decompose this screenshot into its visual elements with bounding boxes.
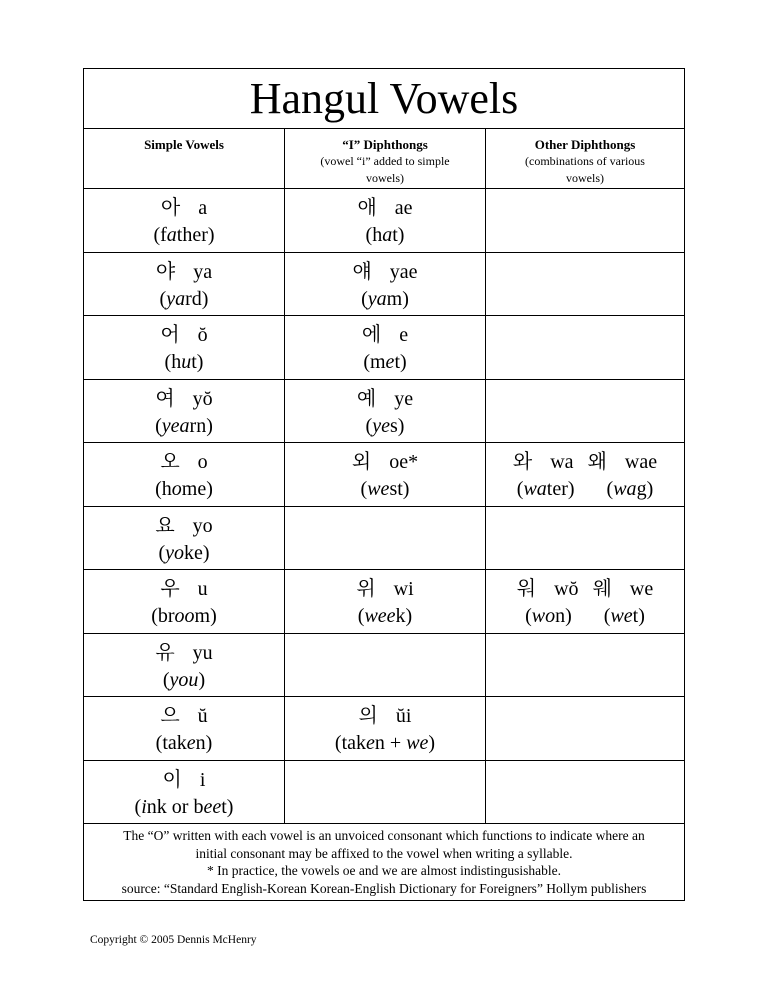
romanization: ŭi: [395, 705, 412, 727]
example-text: (: [134, 795, 142, 818]
header-other-sub1: (combinations of various: [525, 154, 645, 168]
example-text: (tak: [334, 732, 367, 754]
example-text: ke): [184, 541, 210, 564]
example-text: m): [386, 287, 409, 310]
example-text: n +: [374, 732, 407, 754]
example-sound: you: [169, 668, 199, 691]
i-diphthong-cell: [285, 443, 486, 506]
romanization: wa: [550, 451, 574, 473]
i-diphthong-cell: [285, 634, 486, 697]
hangul-glyph: 얘: [352, 260, 372, 283]
i-diphthong-cell: [285, 761, 486, 824]
other-diphthong-cell: [486, 380, 684, 443]
other-diphthong-cell: [486, 761, 684, 824]
example-text: (: [606, 478, 614, 500]
footnote-line-2: initial consonant may be affixed to the vowel when writing a syllable.: [195, 845, 573, 861]
example-sound: we: [406, 732, 429, 754]
example-text: (: [159, 287, 167, 310]
hangul-glyph: 애: [357, 197, 377, 219]
simple-vowel-cell: [84, 316, 285, 379]
other-diphthong-cell: [486, 316, 684, 379]
chart-title: Hangul Vowels: [84, 69, 684, 129]
romanization: o: [197, 451, 208, 473]
header-simple-vowels: [84, 129, 285, 188]
simple-vowel-cell: [84, 570, 285, 633]
example-sound: a: [166, 224, 177, 246]
example-text: t): [221, 795, 234, 818]
romanization: u: [197, 578, 208, 600]
example-text: (: [360, 478, 368, 500]
example-text: ther): [176, 224, 215, 246]
example-sound: we: [610, 605, 633, 627]
example-text: t): [191, 351, 204, 373]
romanization: we: [629, 578, 654, 600]
example-text: t): [394, 351, 407, 373]
other-diphthong-cell: [486, 570, 684, 633]
header-other-diphthongs: [486, 129, 684, 188]
i-diphthong-cell: [285, 189, 486, 252]
example-text: me): [181, 478, 213, 500]
example-sound: oo: [174, 605, 195, 627]
example-text: (h: [155, 478, 172, 500]
romanization: yo: [192, 514, 213, 537]
i-diphthong-cell: [285, 697, 486, 760]
example-text: (: [603, 605, 611, 627]
example-sound: ya: [367, 287, 387, 310]
example-text: (tak: [155, 732, 187, 754]
romanization: wŏ: [554, 578, 579, 600]
romanization: ye: [394, 387, 414, 410]
hangul-glyph: 요: [155, 514, 175, 537]
hangul-glyph: 예: [356, 387, 377, 410]
example-sound: yea: [161, 414, 190, 437]
simple-vowel-cell: [84, 253, 285, 316]
footnote-line-3: * In practice, the vowels oe and we are almost indistingusishable.: [207, 863, 561, 878]
header-i-label: “I” Diphthongs: [342, 137, 428, 152]
example-text: st): [389, 478, 410, 500]
example-text: (: [162, 668, 170, 691]
simple-vowel-cell: [84, 507, 285, 570]
simple-vowel-cell: [84, 697, 285, 760]
example-text: n): [555, 605, 572, 627]
hangul-glyph: 어: [160, 324, 180, 346]
vowel-row: [84, 380, 684, 444]
example-sound: u: [181, 351, 192, 373]
example-sound: ye: [372, 414, 390, 437]
example-text: g): [636, 478, 654, 500]
hangul-glyph: 위: [356, 578, 376, 600]
romanization: ae: [394, 197, 413, 219]
hangul-glyph: 왜: [587, 451, 607, 473]
hangul-glyph: 의: [358, 705, 378, 727]
header-other-label: Other Diphthongs: [534, 137, 636, 152]
header-i-sub1: (vowel “i” added to simple: [320, 154, 450, 168]
hangul-glyph: 웨: [592, 578, 612, 600]
example-text: rd): [185, 287, 209, 310]
example-text: k): [395, 605, 413, 627]
example-text: (: [357, 605, 365, 627]
header-i-diphthongs: [285, 129, 486, 188]
romanization: i: [199, 768, 206, 791]
hangul-glyph: 야: [155, 260, 176, 283]
vowel-row: [84, 634, 684, 698]
simple-vowel-cell: [84, 380, 285, 443]
example-sound: wo: [531, 605, 556, 627]
vowel-row: [84, 443, 684, 507]
example-sound: i: [141, 795, 147, 818]
example-text: (br: [151, 605, 175, 627]
hangul-glyph: 에: [361, 324, 382, 346]
simple-vowel-cell: [84, 761, 285, 824]
hangul-glyph: 우: [160, 578, 180, 600]
example-text: (: [525, 605, 532, 627]
hangul-glyph: 외: [351, 451, 372, 473]
romanization: ya: [193, 260, 213, 283]
other-diphthong-cell: [486, 189, 684, 252]
header-other-sub2: vowels): [566, 171, 604, 185]
i-diphthong-cell: [285, 316, 486, 379]
romanization: a: [198, 197, 208, 219]
example-text: (: [365, 414, 373, 437]
other-diphthong-cell: [486, 507, 684, 570]
copyright-notice: Copyright © 2005 Dennis McHenry: [90, 934, 257, 946]
example-text: (f: [153, 224, 167, 246]
example-text: m): [194, 605, 217, 627]
example-sound: e: [385, 351, 395, 373]
example-text: nk or b: [146, 795, 204, 818]
other-diphthong-cell: [486, 253, 684, 316]
example-sound: wa: [613, 478, 637, 500]
hangul-glyph: 와: [512, 451, 533, 473]
example-text: (: [361, 287, 368, 310]
example-text: (: [155, 414, 162, 437]
example-text: rn): [189, 414, 213, 437]
romanization: wi: [393, 578, 414, 600]
footnote-line-1: The “O” written with each vowel is an unvoiced consonant which functions to indicate where an: [123, 828, 645, 843]
example-sound: e: [366, 732, 375, 754]
simple-vowel-cell: [84, 634, 285, 697]
hangul-glyph: 아: [160, 197, 181, 219]
example-text: ): [198, 668, 206, 691]
romanization: yae: [389, 260, 418, 283]
other-diphthong-cell: [486, 697, 684, 760]
example-sound: yo: [165, 541, 184, 564]
example-text: ): [428, 732, 436, 754]
example-text: (m: [363, 351, 386, 373]
example-sound: a: [382, 224, 393, 246]
header-simple-label: Simple Vowels: [144, 137, 224, 152]
hangul-glyph: 으: [160, 705, 180, 727]
hangul-glyph: 여: [155, 387, 175, 410]
hangul-glyph: 유: [155, 641, 175, 664]
footnote-line-4: source: “Standard English-Korean Korean-English Dictionary for Foreigners” Hollym publishers: [121, 880, 647, 896]
example-sound: wa: [523, 478, 547, 500]
example-sound: e: [186, 732, 196, 754]
other-diphthong-cell: [486, 634, 684, 697]
romanization: yu: [192, 641, 213, 664]
example-text: t): [392, 224, 405, 246]
example-sound: we: [367, 478, 390, 500]
vowel-row: [84, 316, 684, 380]
vowel-row: [84, 507, 684, 571]
hangul-glyph: 이: [162, 768, 182, 791]
vowel-chart: [83, 68, 685, 901]
simple-vowel-cell: [84, 189, 285, 252]
vowel-row: [84, 761, 684, 825]
romanization: ŏ: [197, 324, 208, 346]
vowel-rows: [84, 189, 684, 824]
romanization: wae: [624, 451, 658, 473]
other-diphthong-cell: [486, 443, 684, 506]
hangul-glyph: 워: [516, 578, 537, 600]
example-text: (: [516, 478, 524, 500]
example-sound: ya: [166, 287, 186, 310]
example-text: (: [158, 541, 166, 564]
example-text: n): [195, 732, 213, 754]
example-text: (h: [164, 351, 182, 373]
hangul-glyph: 오: [160, 451, 180, 473]
i-diphthong-cell: [285, 570, 486, 633]
example-sound: ee: [203, 795, 222, 818]
romanization: ŭ: [197, 705, 208, 727]
example-text: ter): [546, 478, 575, 500]
i-diphthong-cell: [285, 380, 486, 443]
i-diphthong-cell: [285, 507, 486, 570]
vowel-row: [84, 697, 684, 761]
header-i-sub2: vowels): [366, 171, 404, 185]
simple-vowel-cell: [84, 443, 285, 506]
vowel-row: [84, 570, 684, 634]
vowel-row: [84, 253, 684, 317]
romanization: oe*: [389, 451, 419, 473]
example-sound: wee: [364, 605, 396, 627]
vowel-row: [84, 189, 684, 253]
header-row: [84, 129, 684, 189]
example-sound: o: [171, 478, 182, 500]
i-diphthong-cell: [285, 253, 486, 316]
example-text: t): [632, 605, 645, 627]
example-text: s): [389, 414, 405, 437]
footnotes: [84, 824, 684, 900]
romanization: e: [399, 324, 409, 346]
romanization: yŏ: [192, 387, 213, 410]
example-text: (h: [365, 224, 383, 246]
